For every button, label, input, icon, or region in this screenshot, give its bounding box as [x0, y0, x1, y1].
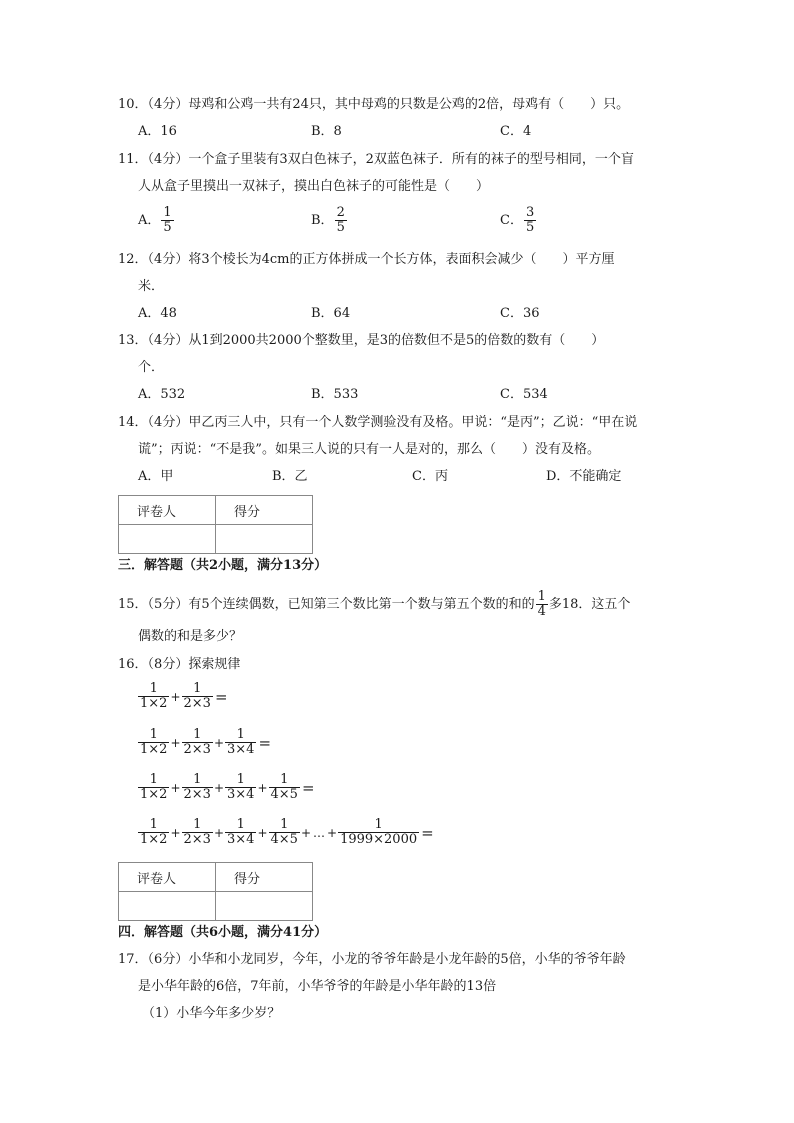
question-17-subquestion-1: （1）小华今年多少岁？: [142, 1006, 281, 1021]
plus-sign: +: [170, 780, 181, 795]
equals-sign: =: [421, 823, 434, 842]
question-13-stem-line1: 13．（4分）从1到2000共2000个整数里，是3的倍数但不是5的倍数的数有（ ）: [118, 333, 605, 348]
question-13-stem-line2: 个．: [138, 360, 165, 375]
question-11-option-c: [500, 206, 537, 235]
question-11-option-b: [311, 206, 348, 235]
fraction-denominator: 4×5: [270, 832, 298, 847]
grader-cell: [119, 525, 216, 554]
fraction-numerator: 1: [280, 817, 289, 832]
section-4-title: 四．解答题（共6小题，满分41分）: [118, 925, 328, 940]
fraction-numerator: 1: [163, 205, 172, 220]
plus-sign: +: [257, 825, 268, 840]
question-15-text-pre: 15．（5分）有5个连续偶数，已知第三个数比第一个数与第五个数的和的: [118, 597, 535, 612]
fraction: [138, 728, 169, 757]
question-10-stem: 10．（4分）母鸡和公鸡一共有24只，其中母鸡的只数是公鸡的2倍，母鸡有（ ）只。: [118, 97, 630, 112]
score-header: 得分: [216, 863, 313, 892]
question-12-stem-line2: 米．: [138, 279, 165, 294]
equals-sign: =: [258, 733, 272, 752]
question-12-option-b: B．64: [311, 306, 351, 321]
fraction: [338, 818, 419, 847]
question-11-option-a: [138, 206, 175, 235]
fraction-numerator: 3: [525, 205, 535, 220]
fraction-denominator: 2×3: [183, 832, 211, 847]
question-14-option-c: C．丙: [412, 469, 448, 484]
fraction: [138, 682, 169, 711]
fraction: [161, 206, 173, 235]
question-13-option-b: B．533: [311, 387, 359, 402]
fraction-denominator: 1×2: [140, 696, 168, 711]
fraction-denominator: 1999×2000: [340, 832, 418, 847]
pattern-row-3: [138, 773, 315, 802]
fraction-numerator: 1: [236, 727, 245, 742]
question-15-stem-line1: [118, 590, 630, 620]
question-12-stem-line1: 12．（4分）将3个棱长为4cm的正方体拼成一个长方体，表面积会减少（ ）平方厘: [118, 252, 615, 267]
plus-sign: +: [213, 825, 224, 840]
fraction-numerator: 1: [374, 817, 383, 832]
plus-sign: +: [170, 735, 181, 750]
equals-sign: =: [301, 778, 315, 797]
grader-cell: [119, 892, 216, 921]
fraction: [138, 818, 169, 847]
fraction-denominator: 4: [537, 604, 546, 619]
fraction-numerator: 1: [149, 772, 158, 787]
fraction-denominator: 5: [525, 220, 535, 235]
fraction-denominator: 4×5: [270, 787, 298, 802]
plus-sign: +: [257, 780, 268, 795]
option-label: A．: [138, 213, 161, 228]
question-17-stem-line1: 17．（6分）小华和小龙同岁，今年，小龙的爷爷年龄是小龙年龄的5倍，小华的爷爷年龄: [118, 952, 626, 967]
question-16-stem: 16．（8分）探索规律: [118, 657, 241, 672]
option-label: C．: [500, 213, 523, 228]
fraction: [225, 818, 256, 847]
question-13-option-a: A．532: [138, 387, 186, 402]
grader-header: 评卷人: [119, 863, 216, 892]
fraction: [335, 206, 347, 235]
fraction-numerator: 1: [149, 727, 158, 742]
fraction: [524, 206, 536, 235]
question-10-option-c: C．4: [500, 124, 532, 139]
plus-sign: +: [213, 735, 224, 750]
fraction-denominator: 3×4: [227, 787, 255, 802]
question-10-option-a: A．16: [138, 124, 177, 139]
question-11-stem-line2: 人从盒子里摸出一双袜子，摸出白色袜子的可能性是（ ）: [138, 179, 490, 194]
fraction: [182, 773, 213, 802]
section-3-title: 三．解答题（共2小题，满分13分）: [118, 558, 328, 573]
plus-sign: +: [170, 689, 181, 704]
fraction: [182, 682, 213, 711]
question-12-option-c: C．36: [500, 306, 540, 321]
fraction-denominator: 2×3: [183, 696, 211, 711]
question-15-text-post: 多18．这五个: [548, 597, 631, 612]
fraction-numerator: 1: [193, 817, 202, 832]
fraction: [536, 590, 548, 619]
score-cell: [216, 525, 313, 554]
fraction: [269, 818, 300, 847]
plus-sign: +: [327, 825, 338, 840]
question-14-option-d: D．不能确定: [546, 469, 622, 484]
grader-header: 评卷人: [119, 496, 216, 525]
fraction-numerator: 1: [236, 772, 245, 787]
question-14-stem-line2: 谎”；丙说：“不是我”。如果三人说的只有一人是对的，那么（ ）没有及格。: [138, 442, 600, 457]
fraction-denominator: 5: [336, 220, 345, 235]
score-header: 得分: [216, 496, 313, 525]
fraction-numerator: 1: [149, 817, 158, 832]
fraction-numerator: 1: [193, 681, 202, 696]
question-14-stem-line1: 14．（4分）甲乙丙三人中，只有一个人数学测验没有及格。甲说：“是丙”；乙说：“甲在说: [118, 415, 638, 430]
question-12-option-a: A．48: [138, 306, 177, 321]
fraction-denominator: 2×3: [183, 787, 211, 802]
fraction: [182, 818, 213, 847]
fraction: [225, 728, 256, 757]
fraction: [138, 773, 169, 802]
score-cell: [216, 892, 313, 921]
fraction-numerator: 1: [193, 772, 202, 787]
fraction-denominator: 5: [163, 220, 172, 235]
question-13-option-c: C．534: [500, 387, 548, 402]
fraction-denominator: 1×2: [140, 832, 168, 847]
score-table: [118, 862, 313, 921]
fraction-denominator: 1×2: [140, 787, 168, 802]
pattern-row-2: [138, 728, 271, 757]
fraction: [269, 773, 300, 802]
score-table: [118, 495, 313, 554]
question-10-option-b: B．8: [311, 124, 342, 139]
question-14-option-a: A．甲: [138, 469, 174, 484]
fraction-numerator: 1: [193, 727, 202, 742]
question-14-option-b: B．乙: [272, 469, 308, 484]
fraction-denominator: 1×2: [140, 742, 168, 757]
fraction-numerator: 1: [236, 817, 245, 832]
fraction: [182, 728, 213, 757]
plus-sign: +: [170, 825, 181, 840]
pattern-row-4: [138, 818, 434, 847]
equals-sign: =: [214, 687, 228, 706]
option-label: B．: [311, 213, 334, 228]
fraction-denominator: 3×4: [227, 742, 255, 757]
fraction-numerator: 1: [537, 589, 546, 604]
question-17-stem-line2: 是小华年龄的6倍，7年前，小华爷爷的年龄是小华年龄的13倍: [138, 979, 497, 994]
fraction-numerator: 2: [336, 205, 345, 220]
plus-sign: +: [300, 825, 311, 840]
plus-sign: +: [213, 780, 224, 795]
fraction-numerator: 1: [280, 772, 289, 787]
fraction-denominator: 2×3: [183, 742, 211, 757]
fraction-numerator: 1: [149, 681, 158, 696]
fraction-denominator: 3×4: [227, 832, 255, 847]
ellipsis: …: [313, 825, 325, 840]
question-11-stem-line1: 11．（4分）一个盒子里装有3双白色袜子，2双蓝色袜子．所有的袜子的型号相同，一个盲: [118, 152, 634, 167]
fraction: [225, 773, 256, 802]
pattern-row-1: [138, 682, 228, 711]
question-15-stem-line2: 偶数的和是多少？: [138, 629, 243, 644]
